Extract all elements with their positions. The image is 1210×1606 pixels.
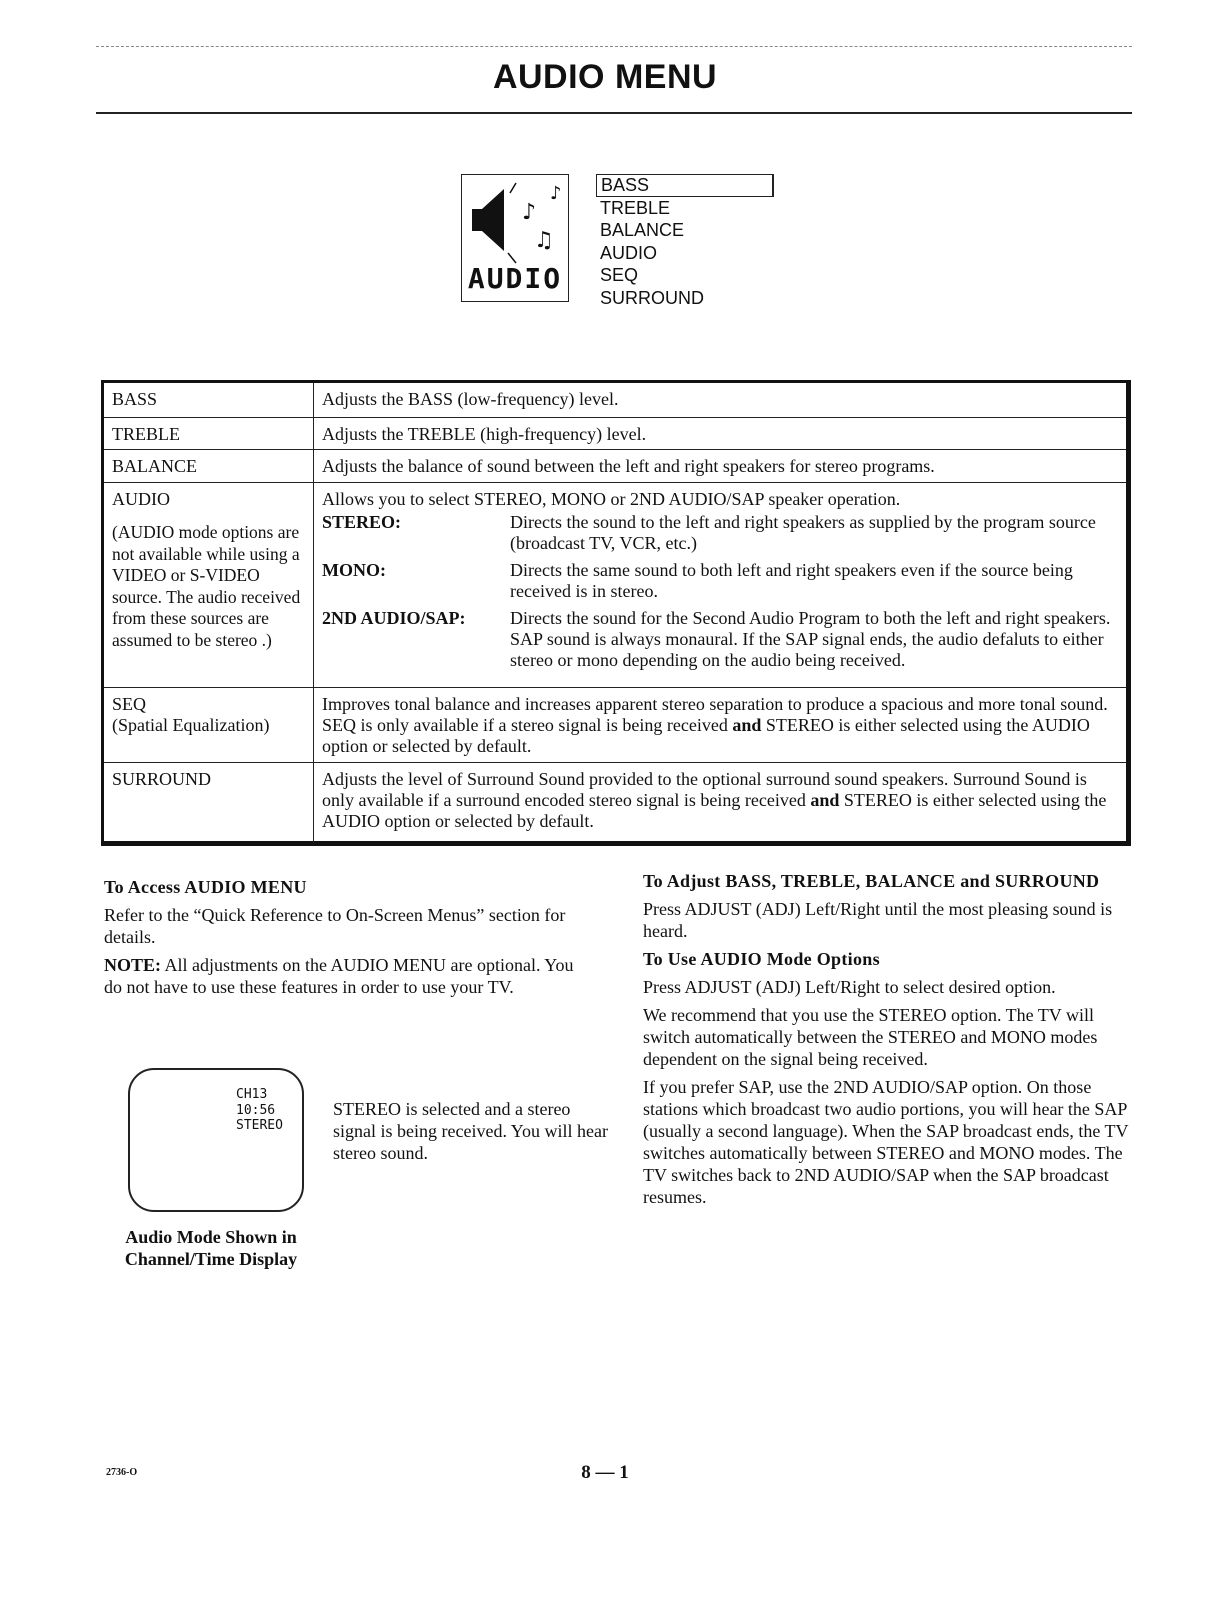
mode-heading: To Use AUDIO Mode Options (643, 949, 880, 969)
table-row (104, 417, 1126, 449)
recommend-text: We recommend that you use the STEREO option. The TV will switch automatically between the STEREO and MONO modes dependent on the signal being received. (643, 1005, 1098, 1069)
display-explanation: STEREO is selected and a stereo signal is being received. You will hear stereo sound. (333, 1099, 608, 1163)
page-title: AUDIO MENU (492, 58, 718, 96)
row-label: SURROUND (104, 763, 314, 844)
access-heading: To Access AUDIO MENU (104, 877, 307, 897)
audio-menu-list (596, 174, 776, 309)
page-number: 8 — 1 (581, 1462, 629, 1483)
row-label: TREBLE (104, 418, 314, 449)
sap-text: If you prefer SAP, use the 2ND AUDIO/SAP option. On those stations which broadcast two audio portions, you will hear the SAP (usually a second language). When the SAP broadcast ends, the TV switches automatically between STEREO and MONO modes. The TV switches back to 2ND AUDIO/SAP when the SAP broadcast resumes. (643, 1077, 1129, 1207)
audio-option-mono: MONO: Directs the same sound to both left and right speakers even if the source being received is in stereo. (322, 560, 1073, 601)
audio-note: (AUDIO mode options are not available while using a VIDEO or S-VIDEO source. The audio received from these sources are assumed to be stereo .) (112, 522, 301, 650)
svg-text:♫: ♫ (534, 228, 554, 253)
table-row (104, 383, 1126, 417)
row-label: BALANCE (104, 450, 314, 482)
title-rule (96, 112, 1132, 114)
audio-option-sap: 2ND AUDIO/SAP: Directs the sound for the Second Audio Program to both the left and right speakers. SAP sound is always monaural. If the SAP signal ends, the audio defaluts to either stereo or mono depending on the audio being received. (322, 608, 1111, 670)
table-row (104, 449, 1126, 482)
access-text: Refer to the “Quick Reference to On-Screen Menus” section for details. (104, 905, 566, 947)
row-label-sub: (Spatial Equalization) (112, 715, 270, 735)
row-description: Allows you to select STEREO, MONO or 2ND AUDIO/SAP speaker operation. (322, 489, 901, 509)
audio-menu-icon-box (461, 174, 569, 302)
menu-item-treble: TREBLE (600, 197, 671, 218)
table-row (104, 482, 1126, 687)
adjust-text: Press ADJUST (ADJ) Left/Right until the most pleasing sound is heard. (643, 899, 1113, 941)
table-row (104, 762, 1126, 844)
svg-text:♪: ♪ (522, 200, 537, 225)
adjust-section (643, 870, 1135, 1208)
audio-options-table (101, 380, 1131, 846)
access-section (104, 876, 594, 998)
audio-option-stereo: STEREO: Directs the sound to the left and right speakers as supplied by the program source (broadcast TV, VCR, etc.) (322, 512, 1096, 553)
menu-item-seq: SEQ (600, 265, 639, 285)
row-description: Improves tonal balance and increases apparent stereo separation to produce a spacious and more tonal sound. SEQ is only available if a stereo signal is being received and STEREO is either selected using the AUDIO option or selected by default. (322, 694, 1108, 756)
table-row (104, 687, 1126, 762)
icon-label: AUDIO (467, 262, 563, 295)
row-description: Adjusts the balance of sound between the left and right speakers for stereo programs. (322, 456, 935, 476)
row-label: BASS (104, 383, 314, 417)
channel-text: CH13 (236, 1087, 268, 1102)
row-description: Adjusts the TREBLE (high-frequency) level. (322, 424, 647, 444)
adjust-heading: To Adjust BASS, TREBLE, BALANCE and SURROUND (643, 871, 1100, 891)
footer-code: 2736-O (106, 1467, 138, 1478)
menu-item-bass: BASS (596, 174, 774, 197)
top-dashed-rule (96, 46, 1132, 47)
display-caption: Audio Mode Shown in Channel/Time Display (124, 1227, 298, 1269)
svg-text:♪: ♪ (550, 183, 562, 204)
mode-text: STEREO (236, 1118, 283, 1133)
speaker-music-icon (462, 175, 570, 271)
row-description: Adjusts the level of Surround Sound provided to the optional surround sound speakers. Surround Sound is only available if a surround encoded stereo signal is being received and STEREO is either selected using the AUDIO option or selected by default. (322, 769, 1107, 831)
channel-time-readout (236, 1087, 283, 1134)
row-label: AUDIO (112, 489, 170, 509)
mode-text: Press ADJUST (ADJ) Left/Right to select desired option. (643, 977, 1056, 997)
time-text: 10:56 (236, 1102, 276, 1118)
menu-item-surround: SURROUND (600, 287, 705, 308)
row-label: SEQ (112, 694, 147, 714)
menu-item-audio: AUDIO (600, 242, 658, 263)
row-description: Adjusts the BASS (low-frequency) level. (322, 389, 619, 409)
access-note: NOTE: All adjustments on the AUDIO MENU are optional. You do not have to use these features in order to use your TV. (104, 955, 574, 997)
menu-item-balance: BALANCE (600, 220, 685, 240)
